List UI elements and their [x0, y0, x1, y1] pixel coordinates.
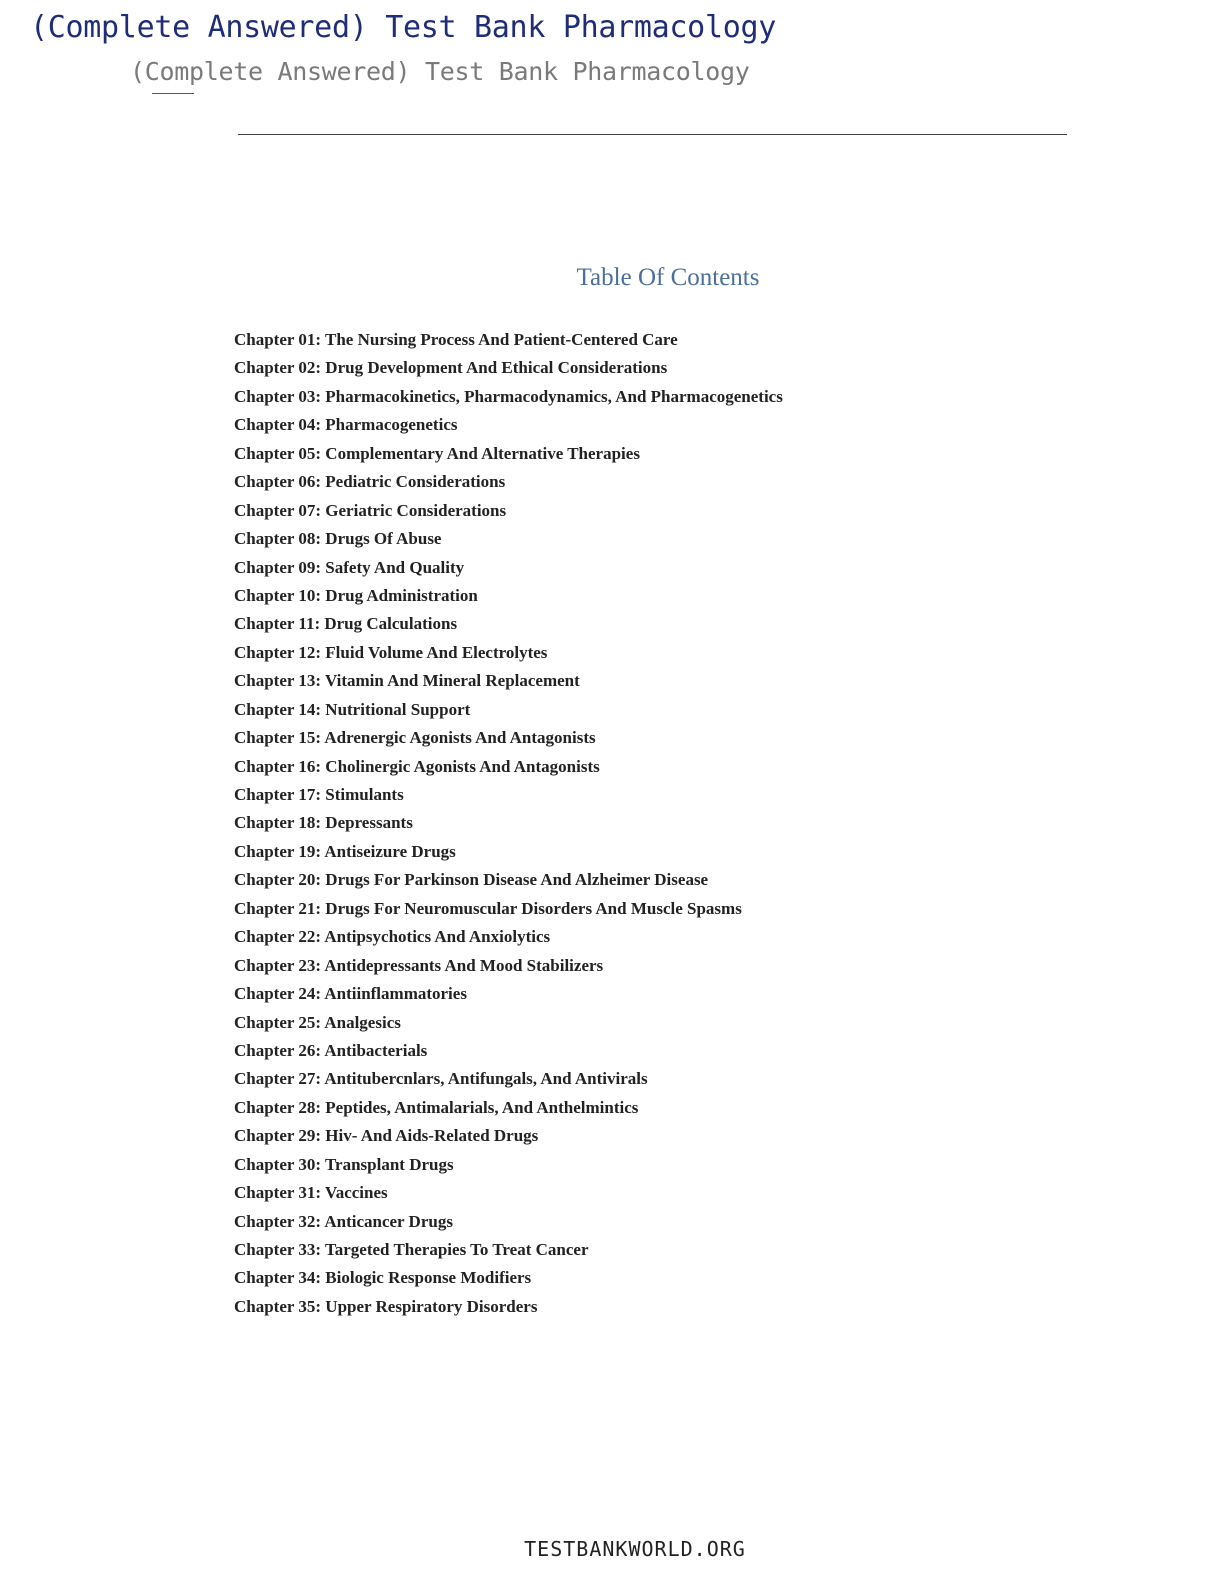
- subtitle-underline: [152, 93, 194, 94]
- table-of-contents: [234, 326, 783, 1321]
- toc-item: Chapter 07: Geriatric Considerations: [234, 500, 507, 520]
- toc-item: Chapter 10: Drug Administration: [234, 585, 478, 605]
- toc-item: Chapter 15: Adrenergic Agonists And Antagonists: [234, 728, 596, 748]
- toc-item: Chapter 11: Drug Calculations: [234, 614, 458, 634]
- toc-item: Chapter 17: Stimulants: [234, 785, 404, 804]
- toc-item: Chapter 02: Drug Development And Ethical Considerations: [234, 358, 668, 378]
- toc-item: Chapter 26: Antibacterials: [234, 1040, 428, 1060]
- document-title: (Complete Answered) Test Bank Pharmacology: [30, 10, 776, 45]
- toc-item: Chapter 16: Cholinergic Agonists And Antagonists: [234, 756, 600, 776]
- toc-item: Chapter 14: Nutritional Support: [234, 699, 471, 719]
- horizontal-rule: [238, 134, 1067, 135]
- toc-item: Chapter 04: Pharmacogenetics: [234, 415, 458, 435]
- toc-item: Chapter 22: Antipsychotics And Anxiolytics: [234, 927, 551, 947]
- toc-item: Chapter 21: Drugs For Neuromuscular Disorders And Muscle Spasms: [234, 898, 742, 918]
- toc-item: Chapter 29: Hiv- And Aids-Related Drugs: [234, 1126, 539, 1146]
- footer-website: TESTBANKWORLD.ORG: [524, 1537, 746, 1561]
- toc-item: Chapter 25: Analgesics: [234, 1012, 401, 1032]
- toc-item: Chapter 33: Targeted Therapies To Treat Cancer: [234, 1240, 589, 1259]
- toc-item: Chapter 35: Upper Respiratory Disorders: [234, 1296, 538, 1316]
- toc-item: Chapter 09: Safety And Quality: [234, 557, 465, 577]
- toc-item: Chapter 24: Antiinflammatories: [234, 984, 467, 1004]
- toc-item: Chapter 12: Fluid Volume And Electrolytes: [234, 642, 548, 662]
- toc-item: Chapter 19: Antiseizure Drugs: [234, 841, 456, 861]
- toc-item: Chapter 28: Peptides, Antimalarials, And Anthelmintics: [234, 1097, 639, 1117]
- toc-item: Chapter 31: Vaccines: [234, 1183, 388, 1203]
- toc-item: Chapter 34: Biologic Response Modifiers: [234, 1268, 532, 1288]
- toc-item: Chapter 23: Antidepressants And Mood Stabilizers: [234, 955, 604, 975]
- toc-item: Chapter 13: Vitamin And Mineral Replacement: [234, 671, 580, 691]
- toc-item: Chapter 32: Anticancer Drugs: [234, 1211, 453, 1231]
- toc-item: Chapter 05: Complementary And Alternative Therapies: [234, 443, 640, 463]
- toc-item: Chapter 01: The Nursing Process And Patient-Centered Care: [234, 330, 678, 349]
- toc-item: Chapter 20: Drugs For Parkinson Disease And Alzheimer Disease: [234, 870, 709, 890]
- toc-item: Chapter 06: Pediatric Considerations: [234, 472, 506, 492]
- toc-item: Chapter 18: Depressants: [234, 813, 413, 833]
- toc-item: Chapter 30: Transplant Drugs: [234, 1154, 454, 1174]
- toc-item: Chapter 08: Drugs Of Abuse: [234, 529, 442, 549]
- toc-item: Chapter 03: Pharmacokinetics, Pharmacodynamics, And Pharmacogenetics: [234, 386, 783, 406]
- toc-heading: Table Of Contents: [576, 264, 760, 291]
- toc-item: Chapter 27: Antitubercnlars, Antifungals, And Antivirals: [234, 1069, 648, 1089]
- document-subtitle: (Complete Answered) Test Bank Pharmacology: [130, 57, 750, 86]
